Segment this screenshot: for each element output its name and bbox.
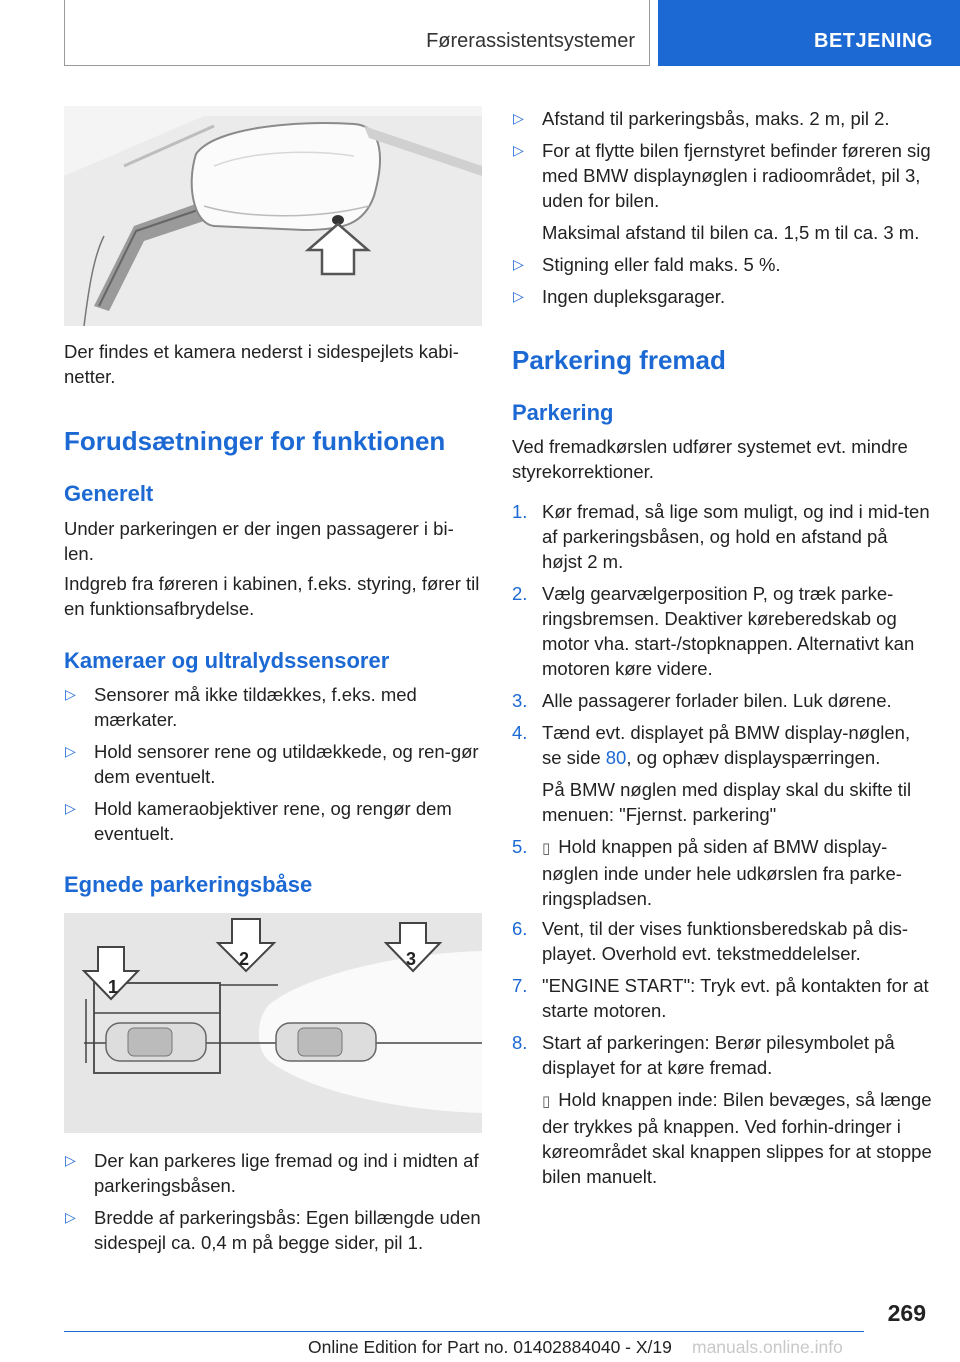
- footer-divider: [64, 1331, 864, 1332]
- parking-space-illustration: [64, 913, 482, 1133]
- car-icon: [106, 1023, 206, 1061]
- parking-paragraph: Ved fremadkørslen udfører systemet evt. mindre styrekorrektioner.: [512, 436, 908, 482]
- step-text: Vent, til der vises funktionsberedskab på dis-playet. Overhold evt. tekstmeddelelser.: [542, 918, 909, 964]
- step-item: [512, 499, 932, 574]
- step-number: 8.: [512, 1032, 528, 1053]
- general-paragraph-1: Under parkeringen er der ingen passagerer i bi-len.: [64, 518, 454, 564]
- sensor-bullet: [64, 739, 482, 789]
- step-number: 7.: [512, 975, 528, 996]
- header-chapter-title: Førerassistentsystemer: [426, 30, 635, 52]
- triangle-bullet-icon: ▷: [513, 288, 524, 304]
- step-text: Tænd evt. displayet på BMW display-nøglen, se side: [542, 722, 911, 768]
- requirement-bullet-text: For at flytte bilen fjernstyret befinder føreren sig med BMW displaynøglen i radioområdet, pil 3, uden for bilen.: [542, 140, 931, 211]
- max-distance-note: Maksimal afstand til bilen ca. 1,5 m til ca. 3 m.: [542, 222, 920, 243]
- arrow-label: 3: [406, 949, 417, 969]
- mirror-figure: [64, 106, 482, 326]
- car-icon: [276, 1023, 376, 1061]
- step-text: Start af parkeringen: Berør pilesymbolet på displayet for at køre fremad.: [542, 1032, 895, 1078]
- step-text: Alle passagerer forlader bilen. Luk dørene.: [542, 690, 892, 711]
- mirror-caption: Der findes et kamera nederst i sidespejlets kabi-netter.: [64, 341, 459, 387]
- requirement-bullet: [512, 138, 932, 213]
- triangle-bullet-icon: ▷: [513, 110, 524, 126]
- step-item: [512, 916, 932, 966]
- step-text: Kør fremad, så lige som muligt, og ind i mid-ten af parkeringsbåsen, og hold en afstand på højst 2 m.: [542, 501, 930, 572]
- triangle-bullet-icon: ▷: [65, 686, 76, 702]
- step-item: [512, 581, 932, 681]
- requirement-bullet-text: Ingen dupleksgarager.: [542, 286, 726, 307]
- step-text: "ENGINE START": Tryk evt. på kontakten for at starte motoren.: [542, 975, 929, 1021]
- requirement-bullet: [512, 106, 932, 131]
- header-chapter-box: [64, 0, 650, 66]
- arrow-label: 1: [108, 977, 119, 997]
- requirement-bullet: [512, 284, 932, 309]
- triangle-bullet-icon: ▷: [513, 142, 524, 158]
- sensor-bullet: [64, 682, 482, 732]
- step4-note: På BMW nøglen med display skal du skifte til menuen: "Fjernst. parkering": [542, 779, 912, 825]
- step-item: [512, 973, 932, 1023]
- triangle-bullet-icon: ▷: [65, 1152, 76, 1168]
- sensor-bullet: [64, 796, 482, 846]
- step-text: Vælg gearvælgerposition P, og træk parke-ringsbremsen. Deaktiver køreberedskab og motor vha. start-/stopknappen. Alternativt kan motoren køre videre.: [542, 583, 915, 679]
- remote-key-button-icon: ▯: [542, 1093, 551, 1110]
- step-text: , og ophæv displayspærringen.: [626, 747, 881, 768]
- step8-note: [542, 1087, 932, 1189]
- heading-requirements: Forudsætninger for funktionen: [64, 426, 446, 456]
- step-item: [512, 834, 932, 911]
- sensor-bullet-text: Hold sensorer rene og utildækkede, og ren-gør dem eventuelt.: [94, 741, 479, 787]
- step-item: [512, 1030, 932, 1080]
- heading-parking: Parkering: [512, 400, 614, 425]
- header-section-box: [658, 0, 960, 66]
- parking-space-figure: [64, 913, 482, 1133]
- sensor-bullet-text: Sensorer må ikke tildækkes, f.eks. med mærkater.: [94, 684, 417, 730]
- step8-note-text: Hold knappen inde: Bilen bevæges, så længe der trykkes på knappen. Ved forhin-dringer i køreområdet skal knappen slippes for at stoppe bilen manuelt.: [542, 1089, 932, 1187]
- step-number: 4.: [512, 722, 528, 743]
- footer-watermark: manuals.online.info: [692, 1337, 843, 1357]
- heading-sensors: Kameraer og ultralydssensorer: [64, 648, 390, 673]
- remote-key-button-icon: ▯: [542, 840, 551, 857]
- triangle-bullet-icon: ▷: [513, 256, 524, 272]
- page-number: 269: [887, 1300, 926, 1326]
- header-section-title: BETJENING: [814, 30, 933, 52]
- heading-parking-forward: Parkering fremad: [512, 345, 726, 375]
- step-number: 5.: [512, 836, 528, 857]
- triangle-bullet-icon: ▷: [65, 800, 76, 816]
- sensor-bullet-text: Hold kameraobjektiver rene, og rengør dem eventuelt.: [94, 798, 452, 844]
- step-item: [512, 720, 932, 770]
- requirement-bullet: [512, 252, 932, 277]
- space-bullet-text: Bredde af parkeringsbås: Egen billængde uden sidespejl ca. 0,4 m på begge sider, pil 1.: [94, 1207, 481, 1253]
- requirement-bullet-text: Stigning eller fald maks. 5 %.: [542, 254, 781, 275]
- step-number: 1.: [512, 501, 528, 522]
- triangle-bullet-icon: ▷: [65, 1209, 76, 1225]
- page-link[interactable]: 80: [605, 747, 627, 768]
- mirror-illustration: [64, 106, 482, 326]
- footer-edition: Online Edition for Part no. 01402884040 - X/19: [308, 1337, 672, 1357]
- step-number: 2.: [512, 583, 528, 604]
- step-number: 3.: [512, 690, 528, 711]
- step-text: Hold knappen på siden af BMW display-nøglen inde under hele udkørslen fra parke-ringspladsen.: [542, 836, 902, 909]
- arrow-label: 2: [239, 949, 250, 969]
- triangle-bullet-icon: ▷: [65, 743, 76, 759]
- space-bullet: [64, 1205, 482, 1255]
- requirement-bullet-text: Afstand til parkeringsbås, maks. 2 m, pil 2.: [542, 108, 890, 129]
- step-number: 6.: [512, 918, 528, 939]
- general-paragraph-2: Indgreb fra føreren i kabinen, f.eks. styring, fører til en funktionsafbrydelse.: [64, 573, 480, 619]
- space-bullet-text: Der kan parkeres lige fremad og ind i midten af parkeringsbåsen.: [94, 1150, 479, 1196]
- heading-general: Generelt: [64, 481, 154, 506]
- step-item: [512, 688, 932, 713]
- heading-suitable-spaces: Egnede parkeringsbåse: [64, 872, 313, 897]
- space-bullet: [64, 1148, 482, 1198]
